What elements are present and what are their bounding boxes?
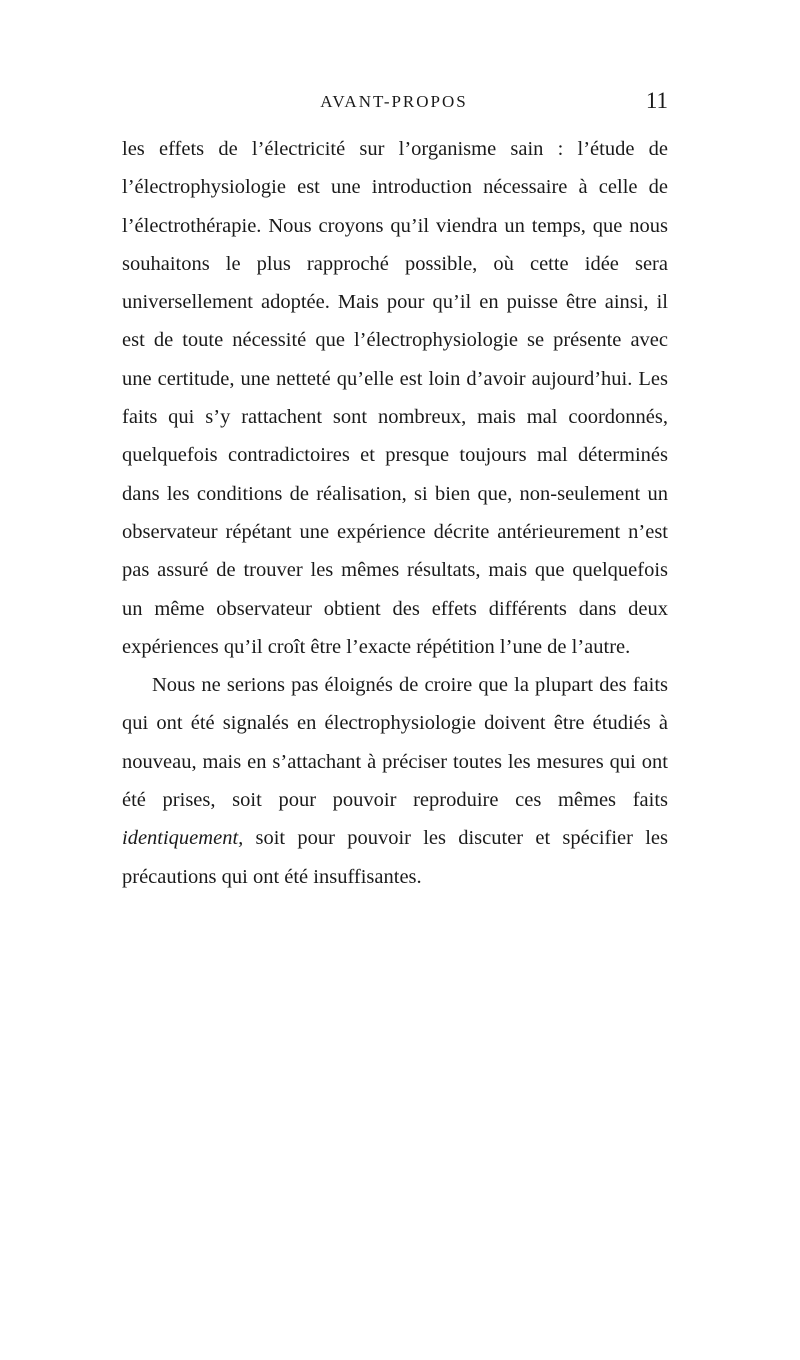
paragraph-2 <box>122 666 668 896</box>
paragraph-1 <box>122 130 668 666</box>
body-text <box>122 130 668 896</box>
running-head <box>120 88 668 122</box>
paragraph-2-text-before: Nous ne serions pas éloignés de croire que la plupart des faits qui ont été signalés en électrophysiologie doivent être étudiés à nouveau, mais en s’attachant à préciser toutes les mesures qui ont été prises, soit pour pouvoir reproduire ces mêmes faits <box>122 674 668 812</box>
paragraph-2-text-after: soit pour pouvoir les discuter et spécifier les précautions qui ont été insuffisantes. <box>122 827 668 888</box>
page-number: 11 <box>645 88 668 113</box>
paragraph-2-emphasis: identiquement, <box>122 827 244 850</box>
running-title: AVANT-PROPOS <box>320 92 468 111</box>
paragraph-1-text: les effets de l’électricité sur l’organisme sain : l’étude de l’électrophysiologie est une introduction nécessaire à celle de l’électrothérapie. Nous croyons qu’il viendra un temps, que nous souhaitons le plus rapproché possible, où cette idée sera universellement adoptée. Mais pour qu’il en puisse être ainsi, il est de toute nécessité que l’électrophysiologie se présente avec une certitude, une netteté qu’elle est loin d’avoir aujourd’hui. Les faits qui s’y rattachent sont nombreux, mais mal coordonnés, quelquefois contradictoires et presque toujours mal déterminés dans les conditions de réalisation, si bien que, non-seulement un observateur répétant une expérience décrite antérieurement n’est pas assuré de trouver les mêmes résultats, mais que quelquefois un même observateur obtient des effets différents dans deux expériences qu’il croît être l’exacte répétition l’une de l’autre. <box>122 138 668 658</box>
